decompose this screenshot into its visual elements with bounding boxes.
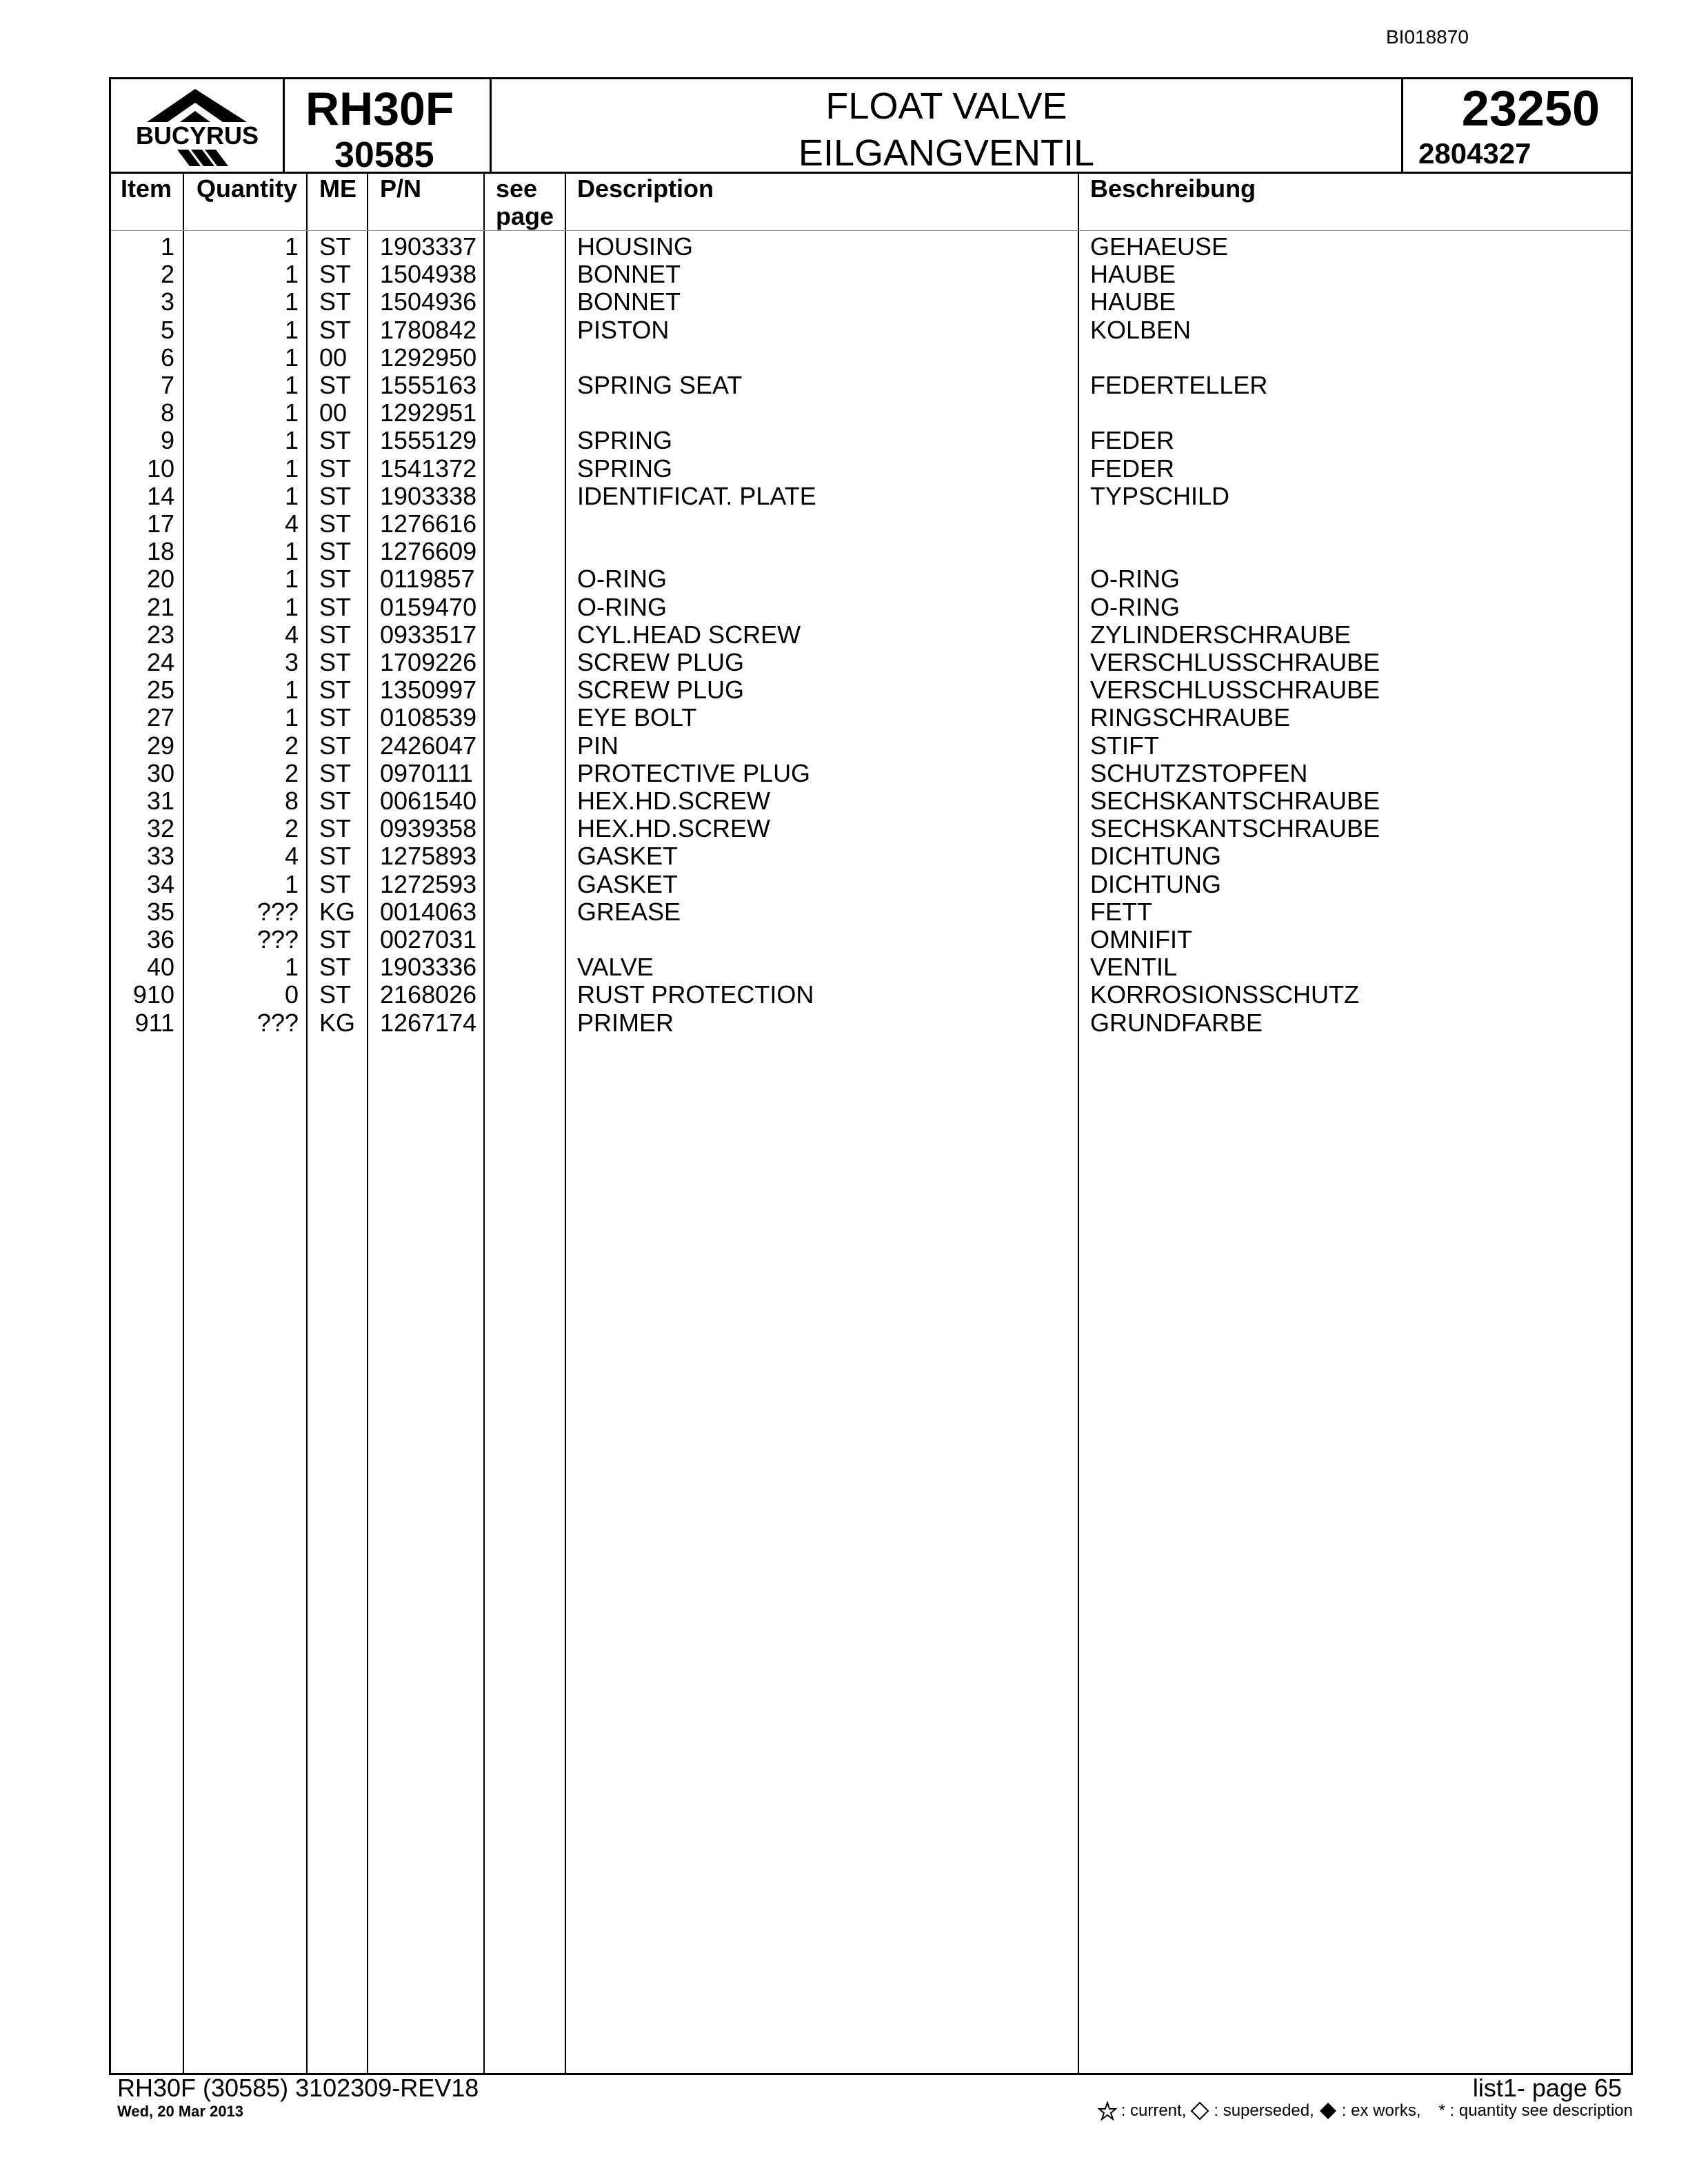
cell-beschreibung: TYPSCHILD [1090, 481, 1230, 510]
table-row [111, 649, 1631, 676]
cell-quantity: ??? [257, 925, 299, 953]
cell-beschreibung: OMNIFIT [1090, 925, 1192, 953]
cell-beschreibung: FEDER [1090, 454, 1175, 483]
table-row [111, 455, 1631, 483]
cell-beschreibung: KORROSIONSSCHUTZ [1090, 980, 1360, 1009]
cell-quantity: 0 [284, 980, 299, 1009]
title-english: FLOAT VALVE [825, 85, 1067, 127]
cell-item: 20 [146, 565, 174, 594]
cell-item: 2 [160, 260, 174, 289]
cell-quantity: 4 [284, 509, 299, 538]
footer-reference: RH30F (30585) 3102309-REV18 [117, 2074, 479, 2102]
cell-quantity: 4 [284, 620, 299, 649]
cell-pn: 1555163 [380, 371, 477, 399]
cell-quantity: 1 [284, 481, 299, 510]
table-row [111, 871, 1631, 898]
cell-quantity: 1 [284, 537, 299, 566]
cell-me: ST [319, 620, 352, 649]
cell-quantity: ??? [257, 1008, 299, 1037]
table-row [111, 372, 1631, 399]
cell-pn: 0061540 [380, 787, 477, 815]
cell-description: BONNET [577, 287, 681, 316]
cell-item: 30 [146, 758, 174, 787]
table-row [111, 483, 1631, 510]
cell-quantity: 1 [284, 260, 299, 289]
legend-superseded: : superseded, [1214, 2101, 1314, 2120]
cell-beschreibung: FEDERTELLER [1090, 371, 1268, 399]
cell-item: 3 [160, 287, 174, 316]
cell-me: ST [319, 287, 352, 316]
cell-beschreibung: SECHSKANTSCHRAUBE [1090, 787, 1380, 815]
cell-beschreibung: VERSCHLUSSCHRAUBE [1090, 676, 1380, 705]
cell-item: 14 [146, 481, 174, 510]
cell-beschreibung: VERSCHLUSSCHRAUBE [1090, 648, 1380, 676]
cell-pn: 1350997 [380, 676, 477, 705]
table-row [111, 898, 1631, 926]
cell-description: GREASE [577, 897, 681, 926]
cell-me: ST [319, 315, 352, 344]
cell-item: 5 [160, 315, 174, 344]
model-number: RH30F [305, 83, 454, 135]
cell-beschreibung: DICHTUNG [1090, 869, 1221, 898]
column-header-description: Description [577, 174, 714, 203]
cell-me: ST [319, 565, 352, 594]
cell-description: CYL.HEAD SCREW [577, 620, 801, 649]
star-outline-icon [1098, 2101, 1117, 2121]
logo-cell [111, 79, 285, 172]
group-number: 23250 [1461, 81, 1600, 136]
cell-description: PISTON [577, 315, 670, 344]
cell-item: 32 [146, 814, 174, 843]
table-row [111, 953, 1631, 981]
cell-me: ST [319, 676, 352, 705]
cell-quantity: 1 [284, 398, 299, 427]
cell-me: ST [319, 260, 352, 289]
cell-quantity: 1 [284, 315, 299, 344]
cell-me: KG [319, 897, 356, 926]
cell-item: 35 [146, 897, 174, 926]
cell-quantity: 1 [284, 703, 299, 732]
cell-quantity: 4 [284, 842, 299, 871]
cell-item: 34 [146, 869, 174, 898]
title-cell [492, 79, 1403, 172]
cell-me: ST [319, 481, 352, 510]
cell-description: EYE BOLT [577, 703, 697, 732]
bucyrus-logo [119, 86, 277, 168]
cell-beschreibung: O-RING [1090, 592, 1180, 621]
cell-pn: 1504936 [380, 287, 477, 316]
column-header-see: see [496, 174, 538, 203]
cell-pn: 0933517 [380, 620, 477, 649]
title-german: EILGANGVENTIL [798, 132, 1095, 174]
table-row [111, 344, 1631, 372]
cell-item: 7 [160, 371, 174, 399]
cell-me: KG [319, 1008, 356, 1037]
serial-number: 30585 [334, 135, 434, 175]
cell-quantity: 1 [284, 343, 299, 372]
cell-me: 00 [319, 398, 348, 427]
diamond-outline-icon [1190, 2101, 1209, 2121]
cell-description: GASKET [577, 842, 679, 871]
cell-description: BONNET [577, 260, 681, 289]
cell-quantity: 2 [284, 758, 299, 787]
table-row [111, 594, 1631, 621]
cell-pn: 1272593 [380, 869, 477, 898]
cell-item: 17 [146, 509, 174, 538]
table-row [111, 704, 1631, 731]
cell-description: SCREW PLUG [577, 676, 745, 705]
cell-pn: 1903337 [380, 232, 477, 261]
footer-page: list1- page 65 [1472, 2074, 1622, 2102]
cell-description: PRIMER [577, 1008, 674, 1037]
cell-pn: 1555129 [380, 426, 477, 455]
group-cell [1403, 79, 1633, 172]
table-row [111, 1009, 1631, 1037]
cell-item: 10 [146, 454, 174, 483]
cell-beschreibung: HAUBE [1090, 260, 1176, 289]
cell-quantity: ??? [257, 897, 299, 926]
table-row [111, 233, 1631, 261]
cell-description: SPRING SEAT [577, 371, 743, 399]
cell-item: 23 [146, 620, 174, 649]
table-row [111, 565, 1631, 593]
cell-pn: 1709226 [380, 648, 477, 676]
model-cell [285, 79, 492, 175]
column-header-page: page [496, 202, 554, 230]
cell-quantity: 8 [284, 787, 299, 815]
cell-description: PIN [577, 731, 619, 760]
cell-me: ST [319, 426, 352, 455]
svg-text:BUCYRUS: BUCYRUS [135, 121, 259, 150]
cell-me: ST [319, 953, 352, 982]
cell-item: 27 [146, 703, 174, 732]
cell-me: ST [319, 232, 352, 261]
cell-beschreibung: GRUNDFARBE [1090, 1008, 1263, 1037]
cell-item: 40 [146, 953, 174, 982]
cell-item: 24 [146, 648, 174, 676]
column-header-quantity: Quantity [197, 174, 298, 203]
table-row [111, 815, 1631, 842]
cell-description: SPRING [577, 426, 673, 455]
cell-pn: 1780842 [380, 315, 477, 344]
cell-description: HOUSING [577, 232, 694, 261]
cell-item: 911 [134, 1008, 174, 1037]
cell-me: ST [319, 842, 352, 871]
cell-quantity: 1 [284, 592, 299, 621]
column-header-item: Item [121, 174, 172, 203]
legend-quantity: * : quantity see description [1438, 2101, 1633, 2120]
cell-beschreibung: FETT [1090, 897, 1152, 926]
table-row [111, 676, 1631, 704]
table-row [111, 288, 1631, 316]
table-row [111, 732, 1631, 760]
cell-quantity: 1 [284, 676, 299, 705]
cell-description: PROTECTIVE PLUG [577, 758, 811, 787]
cell-quantity: 1 [284, 565, 299, 594]
cell-description: SPRING [577, 454, 673, 483]
legend-current: : current, [1121, 2101, 1187, 2120]
cell-item: 36 [146, 925, 174, 953]
cell-me: ST [319, 980, 352, 1009]
cell-pn: 1292950 [380, 343, 477, 372]
cell-me: ST [319, 787, 352, 815]
cell-pn: 1276609 [380, 537, 477, 566]
cell-beschreibung: KOLBEN [1090, 315, 1192, 344]
cell-description: O-RING [577, 565, 667, 594]
cell-beschreibung: HAUBE [1090, 287, 1176, 316]
cell-me: ST [319, 648, 352, 676]
cell-item: 31 [146, 787, 174, 815]
cell-me: ST [319, 869, 352, 898]
cell-quantity: 2 [284, 814, 299, 843]
column-header-me: ME [319, 174, 356, 203]
table-row [111, 427, 1631, 454]
column-header-beschreibung: Beschreibung [1090, 174, 1256, 203]
table-row [111, 316, 1631, 344]
cell-beschreibung: O-RING [1090, 565, 1180, 594]
cell-description: O-RING [577, 592, 667, 621]
cell-item: 8 [160, 398, 174, 427]
cell-item: 910 [132, 980, 174, 1009]
cell-me: ST [319, 509, 352, 538]
table-row [111, 981, 1631, 1009]
cell-pn: 0970111 [380, 758, 473, 787]
cell-me: ST [319, 814, 352, 843]
cell-description: GASKET [577, 869, 679, 898]
cell-quantity: 1 [284, 426, 299, 455]
table-row [111, 261, 1631, 288]
footer-date: Wed, 20 Mar 2013 [117, 2103, 244, 2120]
cell-pn: 1504938 [380, 260, 477, 289]
cell-beschreibung: DICHTUNG [1090, 842, 1221, 871]
cell-beschreibung: GEHAEUSE [1090, 232, 1229, 261]
cell-quantity: 2 [284, 731, 299, 760]
cell-item: 25 [146, 676, 174, 705]
cell-quantity: 1 [284, 869, 299, 898]
cell-pn: 1275893 [380, 842, 477, 871]
header-block [109, 77, 1633, 174]
cell-pn: 0159470 [380, 592, 477, 621]
cell-pn: 2426047 [380, 731, 477, 760]
cell-description: SCREW PLUG [577, 648, 745, 676]
cell-pn: 0119857 [380, 565, 475, 594]
cell-item: 18 [146, 537, 174, 566]
cell-me: ST [319, 925, 352, 953]
header-rule [111, 230, 1631, 231]
cell-pn: 0014063 [380, 897, 477, 926]
cell-beschreibung: RINGSCHRAUBE [1090, 703, 1291, 732]
cell-pn: 1903338 [380, 481, 477, 510]
cell-item: 33 [146, 842, 174, 871]
table-row [111, 538, 1631, 565]
cell-item: 1 [160, 232, 174, 261]
cell-me: ST [319, 731, 352, 760]
cell-quantity: 1 [284, 371, 299, 399]
cell-me: ST [319, 592, 352, 621]
cell-pn: 1541372 [380, 454, 477, 483]
cell-me: ST [319, 703, 352, 732]
parts-table [109, 174, 1633, 2075]
cell-pn: 0108539 [380, 703, 477, 732]
cell-beschreibung: SECHSKANTSCHRAUBE [1090, 814, 1380, 843]
cell-beschreibung: ZYLINDERSCHRAUBE [1090, 620, 1352, 649]
cell-pn: 1903336 [380, 953, 477, 982]
cell-item: 6 [160, 343, 174, 372]
cell-me: ST [319, 371, 352, 399]
footer-legend [1098, 2101, 1633, 2121]
cell-item: 21 [146, 592, 174, 621]
cell-description: HEX.HD.SCREW [577, 814, 771, 843]
cell-pn: 0027031 [380, 925, 477, 953]
cell-quantity: 1 [284, 953, 299, 982]
cell-pn: 1276616 [380, 509, 477, 538]
cell-beschreibung: STIFT [1090, 731, 1159, 760]
table-row [111, 926, 1631, 953]
table-row [111, 399, 1631, 427]
table-row [111, 510, 1631, 538]
cell-beschreibung: SCHUTZSTOPFEN [1090, 758, 1308, 787]
cell-beschreibung: FEDER [1090, 426, 1175, 455]
cell-description: RUST PROTECTION [577, 980, 814, 1009]
table-row [111, 842, 1631, 870]
cell-quantity: 1 [284, 454, 299, 483]
cell-beschreibung: VENTIL [1090, 953, 1178, 982]
cell-description: HEX.HD.SCREW [577, 787, 771, 815]
table-row [111, 760, 1631, 787]
diamond-filled-icon [1318, 2101, 1338, 2121]
cell-me: ST [319, 758, 352, 787]
cell-pn: 1267174 [380, 1008, 477, 1037]
cell-item: 9 [160, 426, 174, 455]
cell-description: VALVE [577, 953, 654, 982]
cell-me: ST [319, 537, 352, 566]
cell-pn: 0939358 [380, 814, 477, 843]
cell-pn: 1292951 [380, 398, 477, 427]
cell-me: 00 [319, 343, 348, 372]
document-id: BI018870 [1386, 26, 1469, 48]
cell-item: 29 [146, 731, 174, 760]
legend-exworks: : ex works, [1341, 2101, 1421, 2120]
cell-description: IDENTIFICAT. PLATE [577, 481, 816, 510]
drawing-number: 2804327 [1418, 137, 1531, 170]
cell-pn: 2168026 [380, 980, 477, 1009]
cell-me: ST [319, 454, 352, 483]
cell-quantity: 3 [284, 648, 299, 676]
cell-quantity: 1 [284, 232, 299, 261]
cell-quantity: 1 [284, 287, 299, 316]
table-row [111, 787, 1631, 815]
column-header-pn: P/N [380, 174, 422, 203]
table-row [111, 621, 1631, 649]
